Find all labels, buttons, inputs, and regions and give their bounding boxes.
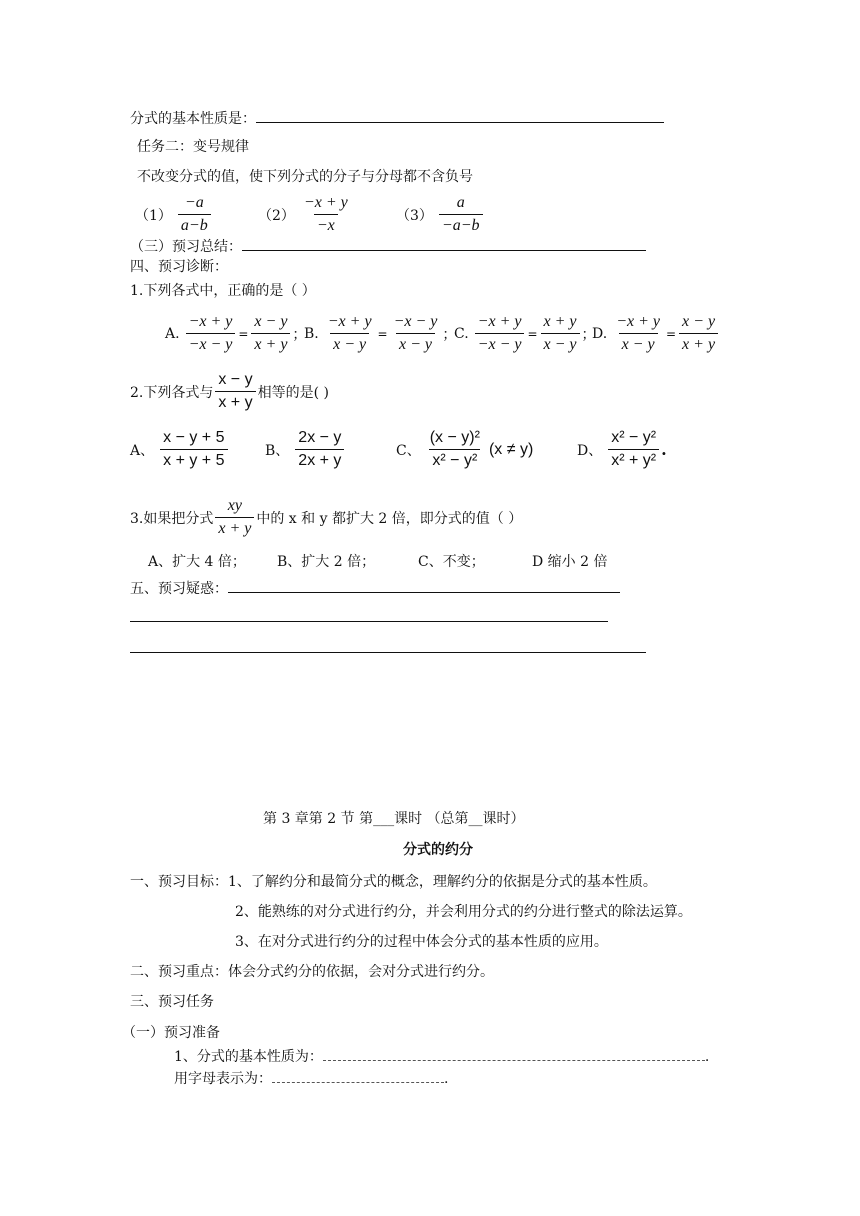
denominator: x + y + 5 <box>160 449 227 471</box>
chapter-header: 第 3 章第 2 节 第___课时 （总第__课时） <box>263 811 525 827</box>
separator: ； <box>442 326 457 343</box>
numerator: −a <box>184 194 204 211</box>
option-label: C. <box>454 325 469 342</box>
stem-text: 相等的是( ) <box>257 384 329 401</box>
stem-text: 2.下列各式与 <box>130 384 214 401</box>
option-label: B、 <box>265 442 290 459</box>
numerator: −x − y <box>393 313 438 330</box>
denominator: x + y <box>215 517 254 539</box>
numerator: −x + y <box>616 313 660 330</box>
fraction-right <box>541 312 580 355</box>
q1-option-a[interactable] <box>165 312 306 355</box>
numerator: −x + y <box>477 313 522 330</box>
denominator: −x − y <box>475 333 525 355</box>
item-label: （1） <box>135 207 172 224</box>
task2-item-3 <box>396 193 485 236</box>
numerator: (x − y)² <box>429 429 480 446</box>
fraction <box>608 428 659 471</box>
goals-line-1 <box>130 873 657 891</box>
q3-stem <box>130 496 522 539</box>
fraction <box>301 193 351 236</box>
denominator: x² − y² <box>429 449 480 471</box>
option-label: D. <box>592 325 608 342</box>
goal-item: 1、了解约分和最简分式的概念，理解约分的依据是分式的基本性质。 <box>228 874 657 890</box>
equals-sign: = <box>665 326 677 341</box>
option-label: B. <box>304 325 319 342</box>
fraction <box>439 193 483 236</box>
period: . <box>704 1049 710 1065</box>
denominator: x − y <box>619 333 658 355</box>
stem-text: 中的 x 和 y 都扩大 2 倍，即分式的值（ ） <box>256 510 523 527</box>
numerator: −x + y <box>327 313 372 330</box>
answer-blank[interactable] <box>272 1068 444 1083</box>
numerator: x + y <box>543 313 577 330</box>
fraction-left <box>186 312 236 355</box>
answer-blank[interactable] <box>256 108 664 123</box>
denominator: −x − y <box>186 333 236 355</box>
summary-prompt <box>130 236 646 256</box>
basic-property-prompt <box>130 108 664 128</box>
denominator: 2x + y <box>295 449 344 471</box>
denominator: x + y <box>251 333 290 355</box>
doubts-blank[interactable] <box>228 578 620 593</box>
stem-text: 3.如果把分式 <box>130 510 214 527</box>
doubts-prompt <box>130 578 620 598</box>
fraction-right <box>679 312 718 355</box>
numerator: x − y <box>254 313 288 330</box>
denominator: x + y <box>679 333 718 355</box>
fraction <box>427 428 483 471</box>
prep-item-1 <box>174 1046 709 1066</box>
option-label: A、 <box>130 442 155 459</box>
answer-line[interactable] <box>130 621 608 622</box>
task2-title: 任务二：变号规律 <box>137 139 249 155</box>
numerator: x − y + 5 <box>163 429 225 446</box>
fraction <box>215 496 254 539</box>
denominator: x − y <box>396 333 435 355</box>
denominator: a−b <box>178 214 211 236</box>
q1-stem: 1.下列各式中，正确的是（ ） <box>130 283 316 299</box>
fraction <box>160 428 227 471</box>
diagnosis-title: 四、预习诊断： <box>130 259 228 275</box>
numerator: x − y <box>218 371 253 388</box>
goal-item: 2、能熟练的对分式进行约分，并会利用分式的约分进行整式的除法运算。 <box>235 904 692 920</box>
summary-label: （三）预习总结： <box>130 239 242 255</box>
equals-sign: = <box>527 326 538 341</box>
numerator: x − y <box>682 313 716 330</box>
fraction-left <box>613 312 663 355</box>
fraction <box>295 428 344 471</box>
option-label: C、 <box>396 442 421 459</box>
task2-item-1 <box>135 193 213 236</box>
prep-label: 1、分式的基本性质为： <box>174 1049 323 1065</box>
item-label: （3） <box>396 207 433 224</box>
equals-sign: = <box>238 326 249 341</box>
fraction-right <box>391 312 441 355</box>
fraction <box>215 370 255 413</box>
q2-option-b[interactable] <box>265 428 346 471</box>
q2-stem <box>130 370 329 413</box>
key-point: 二、预习重点：体会分式约分的依据，会对分式进行约分。 <box>130 964 494 980</box>
q3-option-b[interactable]: B、扩大 2 倍； <box>277 554 376 570</box>
basic-property-label: 分式的基本性质是： <box>130 111 256 127</box>
prep-label: 用字母表示为： <box>174 1071 272 1087</box>
numerator: −x + y <box>188 313 233 330</box>
task2-instruction: 不改变分式的值，使下列分式的分子与分母都不含负号 <box>137 169 473 185</box>
option-label: A. <box>165 325 180 342</box>
lesson-title: 分式的约分 <box>403 842 473 858</box>
condition: (x ≠ y) <box>488 440 534 458</box>
q1-option-b[interactable] <box>304 312 456 355</box>
numerator: 2x − y <box>298 429 342 446</box>
fraction-left <box>325 312 375 355</box>
period: . <box>661 440 667 459</box>
prep-title: （一）预习准备 <box>122 1025 220 1041</box>
answer-blank[interactable] <box>323 1046 705 1061</box>
q3-option-d[interactable]: D 缩小 2 倍 <box>532 554 608 570</box>
separator: ； <box>292 326 307 343</box>
denominator: x² + y² <box>608 449 659 471</box>
tasks-title: 三、预习任务 <box>130 994 214 1010</box>
q1-option-c[interactable] <box>454 312 596 355</box>
answer-line[interactable] <box>130 652 646 653</box>
numerator: −x + y <box>303 194 348 211</box>
denominator: −x <box>314 214 338 236</box>
q2-option-a[interactable] <box>130 428 230 471</box>
prep-item-2 <box>174 1068 448 1088</box>
q2-option-d[interactable] <box>577 428 667 471</box>
separator: ； <box>581 326 596 343</box>
period: . <box>444 1071 449 1087</box>
numerator: x² − y² <box>611 429 657 446</box>
goals-label: 一、预习目标： <box>130 874 228 890</box>
numerator: xy <box>227 497 242 514</box>
task2-item-2 <box>258 193 353 236</box>
denominator: x − y <box>330 333 369 355</box>
q3-option-c[interactable]: C、不变； <box>418 554 485 570</box>
numerator: a <box>456 194 465 211</box>
q2-option-c[interactable] <box>396 428 533 471</box>
fraction-left <box>475 312 525 355</box>
q3-option-a[interactable]: A、扩大 4 倍； <box>148 554 246 570</box>
fraction-right <box>251 312 290 355</box>
doubts-label: 五、预习疑惑： <box>130 581 228 597</box>
denominator: x − y <box>541 333 580 355</box>
summary-blank[interactable] <box>242 236 646 251</box>
q1-option-d[interactable] <box>592 312 720 355</box>
option-label: D、 <box>577 442 603 459</box>
denominator: x + y <box>215 391 255 413</box>
fraction <box>178 193 211 236</box>
equals-sign: = <box>377 326 388 341</box>
item-label: （2） <box>258 207 295 224</box>
denominator: −a−b <box>439 214 483 236</box>
goal-item: 3、在对分式进行约分的过程中体会分式的基本性质的应用。 <box>235 934 608 950</box>
